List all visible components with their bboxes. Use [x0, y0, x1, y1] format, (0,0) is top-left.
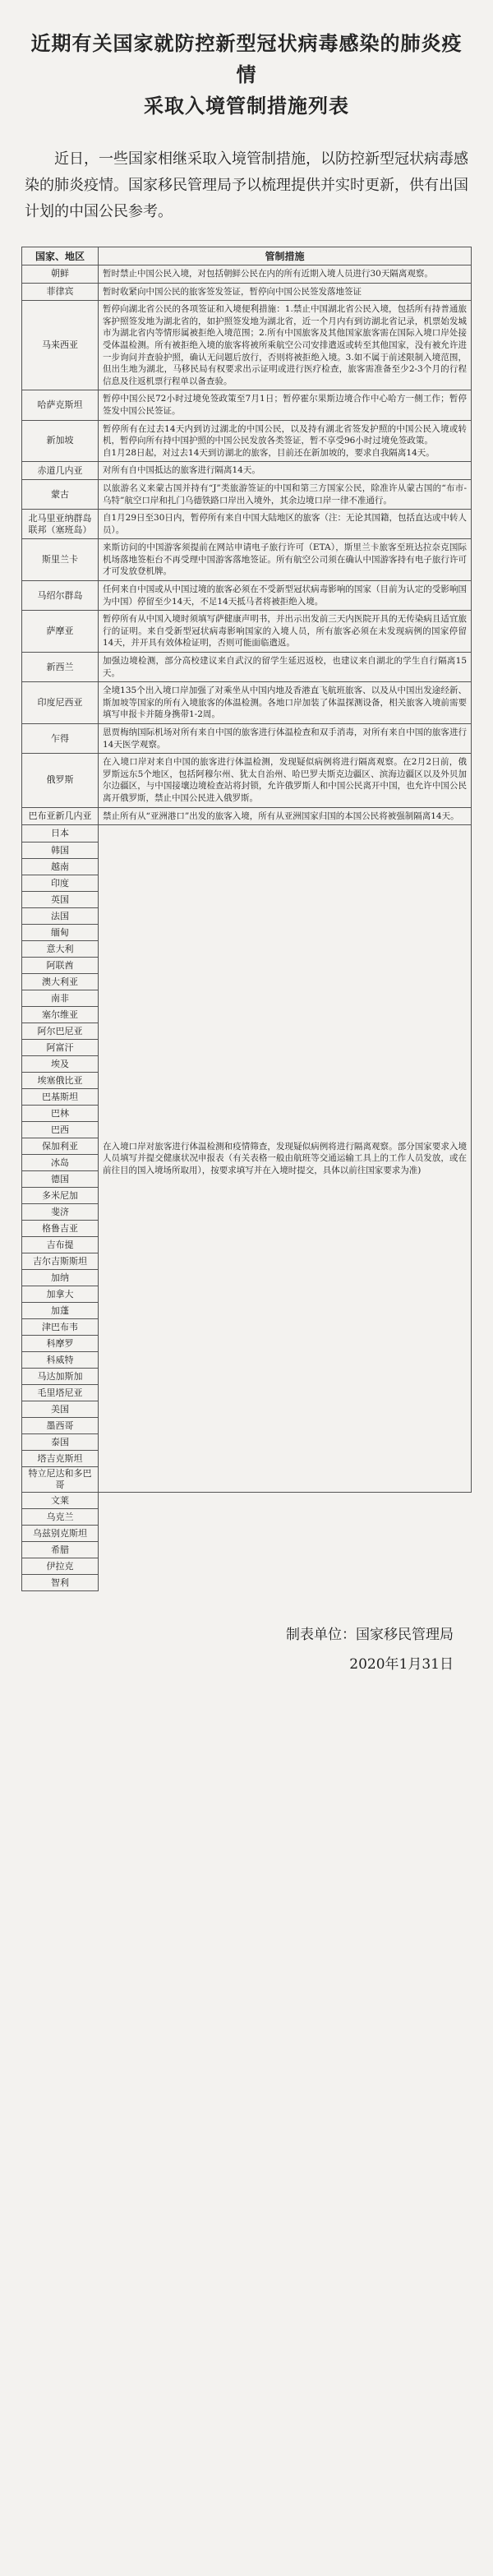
country-cell: 萨摩亚 — [22, 611, 99, 653]
measure-cell — [99, 510, 472, 539]
measure-text: 自1月28日起，对过去14天到访湖北的旅客，目前还在新加坡的，要求自我隔离14天。 — [103, 447, 435, 458]
country-cell: 德国 — [22, 1171, 99, 1188]
measure-cell — [99, 283, 472, 301]
country-cell: 毛里塔尼亚 — [22, 1385, 99, 1401]
country-cell: 乌克兰 — [22, 1509, 99, 1526]
country-cell: 法国 — [22, 908, 99, 925]
table-row — [22, 390, 472, 420]
country-cell: 美国 — [22, 1401, 99, 1418]
country-cell: 文莱 — [22, 1493, 99, 1509]
measure-text: 加强边境检测，部分高校建议来自武汉的留学生延迟返校，也建议来自湖北的学生自行隔离15天。 — [103, 656, 467, 678]
measure-cell — [99, 581, 472, 611]
country-cell: 哈萨克斯坦 — [22, 390, 99, 420]
country-cell: 阿富汗 — [22, 1040, 99, 1056]
country-cell: 阿尔巴尼亚 — [22, 1023, 99, 1040]
measure-cell — [99, 479, 472, 509]
table-row — [22, 611, 472, 653]
measure-text: 来斯访问的中国游客须提前在网站申请电子旅行许可（ETA），斯里兰卡旅客至班达拉奈克国际机场落地签柜台不再受理中国游客落地签证。所有航空公司须在确认中国游客持有电子旅行许可才可发放登机牌。 — [103, 542, 467, 577]
country-cell: 乍得 — [22, 724, 99, 754]
table-row — [22, 724, 472, 754]
measure-text: 暂停所有从中国入境时须填写萨健康声明书，并出示出发前三天内医院开具的无传染病且适宜旅行的证明。来自受新型冠状病毒影响国家的入境人员，所有旅客必须在未发现病例的国家停留14天，并开具有效体检证明，否则可能面临遣返。 — [103, 614, 467, 649]
country-cell: 印度 — [22, 875, 99, 892]
measure-text: 对所有自中国抵达的旅客进行隔离14天。 — [103, 465, 260, 476]
country-cell: 新加坡 — [22, 420, 99, 462]
intro-paragraph: 近日，一些国家相继采取入境管制措施，以防控新型冠状病毒感染的肺炎疫情。国家移民管理局予以梳理提供并实时更新，供有出国计划的中国公民参考。 — [25, 150, 468, 220]
country-cell: 英国 — [22, 892, 99, 908]
country-cell: 马绍尔群岛 — [22, 581, 99, 611]
table-row — [22, 1509, 472, 1526]
table-row — [22, 539, 472, 581]
measure-text: 在入境口岸对来自中国的旅客进行体温检测，发现疑似病例将进行隔离观察。在2月2日前，俄罗斯远东5个地区，包括阿穆尔州、犹太自治州、哈巴罗夫斯克边疆区、滨海边疆区以及外贝加尔边疆区，与中国接壤边境检查站将封锁，允许俄罗斯人和中国公民离开中国，也允许中国公民离开俄罗斯，禁止中国公民进入俄罗斯。 — [103, 757, 467, 803]
table-row — [22, 265, 472, 284]
measure-cell — [99, 754, 472, 807]
measure-text: 以旅游名义来蒙古国并持有“J”类旅游签证的中国和第三方国家公民，除准许从蒙古国的“布市-乌特”航空口岸和扎门乌德铁路口岸出入境外，其余边境口岸一律不准通行。 — [103, 482, 467, 506]
country-cell: 墨西哥 — [22, 1418, 99, 1434]
measure-text: 禁止所有从“亚洲港口”出发的旅客入境，所有从亚洲国家归国的本国公民将被强制隔离14天。 — [103, 810, 459, 821]
table-row — [22, 301, 472, 390]
measure-text: 暂时收紧向中国公民的旅客签发签证，暂停向中国公民签发落地签证 — [103, 286, 362, 297]
table-body — [22, 265, 472, 1591]
table-row — [22, 1493, 472, 1509]
country-cell: 斯里兰卡 — [22, 539, 99, 581]
issuer-label: 制表单位：国家移民管理局 — [286, 1627, 454, 1644]
country-cell: 加纳 — [22, 1270, 99, 1286]
country-cell: 格鲁吉亚 — [22, 1221, 99, 1237]
table-row — [22, 581, 472, 611]
country-cell: 菲律宾 — [22, 283, 99, 301]
header-country: 国家、地区 — [22, 247, 99, 265]
country-cell: 冰岛 — [22, 1155, 99, 1171]
measure-cell — [99, 390, 472, 420]
country-cell: 巴西 — [22, 1122, 99, 1138]
country-cell: 日本 — [22, 825, 99, 843]
measure-cell — [99, 825, 472, 1493]
country-cell: 阿联酋 — [22, 958, 99, 974]
country-cell: 科摩罗 — [22, 1336, 99, 1352]
country-cell: 缅甸 — [22, 925, 99, 941]
table-row — [22, 510, 472, 539]
country-cell: 新西兰 — [22, 653, 99, 682]
table-row — [22, 1542, 472, 1558]
measure-text: 任何来自中国或从中国过境的旅客必须在不受新型冠状病毒影响的国家（目前为认定的受影响国为中国）停留至少14天，不足14天抵马者将被拒绝入境。 — [103, 584, 467, 607]
entry-control-table — [21, 247, 472, 1591]
table-row — [22, 1558, 472, 1575]
country-cell: 智利 — [22, 1575, 99, 1591]
table-row — [22, 462, 472, 480]
country-cell: 吉尔吉斯斯坦 — [22, 1253, 99, 1270]
measure-text: 暂停中国公民72小时过境免签政策至7月1日；暂停霍尔果斯边境合作中心哈方一侧工作；暂停签发中国公民签证。 — [103, 394, 467, 416]
country-cell: 马达加斯加 — [22, 1369, 99, 1385]
table-row — [22, 479, 472, 509]
country-cell: 塞尔维亚 — [22, 1007, 99, 1023]
table-row — [22, 1526, 472, 1542]
country-cell: 朝鲜 — [22, 265, 99, 284]
country-cell: 泰国 — [22, 1434, 99, 1451]
measure-cell — [99, 611, 472, 653]
country-cell: 多米尼加 — [22, 1188, 99, 1204]
table-header-row — [22, 247, 472, 265]
table-row — [22, 1575, 472, 1591]
country-cell: 加蓬 — [22, 1303, 99, 1319]
title-line-1: 近期有关国家就防控新型冠状病毒感染的肺炎疫情 — [30, 32, 463, 86]
document-footer — [21, 1623, 472, 1677]
table-row — [22, 754, 472, 807]
measure-text: 暂停向湖北省公民的各项签证和入境便利措施：1.禁止中国湖北省公民入境，包括所有持普通旅客护照签发地为湖北省的，如护照签发地为湖北省，近一个月内有到访湖北省记录，机票始发城市为湖北省内等情形属被拒绝入境范围；2.所有中国旅客及其他国家旅客需在国际入境口岸处接受体温检测。所有被拒绝入境的旅客将被所乘航空公司安排遣返或转至其他国家，没有被允许进一步询问并查验护照，确认无问题后放行，否则将被拒绝入境。3.如不属于前述限制入境范围，但出生地为湖北，马移民局有权要求出示证明或进行医疗检查，旅客需准备至少2-3个月的行程信息及往返机票行程单以备查验。 — [103, 304, 467, 386]
measure-cell — [99, 301, 472, 390]
country-cell: 津巴布韦 — [22, 1319, 99, 1336]
title-line-2: 采取入境管制措施列表 — [144, 95, 349, 118]
country-cell: 特立尼达和多巴哥 — [22, 1467, 99, 1493]
table-row — [22, 825, 472, 843]
table-row — [22, 653, 472, 682]
measure-cell — [99, 420, 472, 462]
country-cell: 埃塞俄比亚 — [22, 1073, 99, 1089]
country-cell: 赤道几内亚 — [22, 462, 99, 480]
country-cell: 乌兹别克斯坦 — [22, 1526, 99, 1542]
country-cell: 希腊 — [22, 1542, 99, 1558]
measure-text: 全境135个出入境口岸加强了对乘坐从中国内地及香港直飞航班旅客、以及从中国出发途经新、斯加坡等国家的所有入境旅客的体温检测。各地口岸加装了体温探测设备，相关旅客入境前需要填写申报卡并随身携带1-2周。 — [103, 686, 467, 720]
country-cell: 巴基斯坦 — [22, 1089, 99, 1106]
country-cell: 意大利 — [22, 941, 99, 958]
country-cell: 北马里亚纳群岛联邦（塞班岛） — [22, 510, 99, 539]
country-cell: 塔吉克斯坦 — [22, 1451, 99, 1467]
document-title — [21, 28, 472, 122]
measure-cell — [99, 265, 472, 284]
table-row — [22, 283, 472, 301]
table-row — [22, 682, 472, 724]
measure-text: 自1月29日至30日内，暂停所有来自中国大陆地区的旅客（注：无论其国籍，包括直达或中转人员）。 — [103, 513, 467, 535]
measure-cell — [99, 653, 472, 682]
country-cell: 澳大利亚 — [22, 974, 99, 990]
country-cell: 埃及 — [22, 1056, 99, 1073]
measure-text: 在入境口岸对旅客进行体温检测和疫情筛查，发现疑似病例将进行隔离观察。部分国家要求入境人员填写并提交健康状况申报表（有关表格一般由航班等交通运输工具上的工作人员发放，或在前往目的国入境场所取用），按要求填写并在入境时提交，具体以前往国家要求为准) — [103, 1141, 467, 1175]
measure-text: 恩贾梅纳国际机场对所有来自中国的旅客进行体温检查和双手消毒，对所有来自中国的旅客进行14天医学观察。 — [103, 727, 467, 750]
country-cell: 马来西亚 — [22, 301, 99, 390]
measure-cell — [99, 462, 472, 480]
country-cell: 越南 — [22, 859, 99, 875]
measure-cell — [99, 682, 472, 724]
issue-date: 2020年1月31日 — [349, 1656, 454, 1673]
country-cell: 俄罗斯 — [22, 754, 99, 807]
table-row — [22, 420, 472, 462]
header-measures: 管制措施 — [99, 247, 472, 265]
country-cell: 斐济 — [22, 1204, 99, 1221]
country-cell: 伊拉克 — [22, 1558, 99, 1575]
country-cell: 保加利亚 — [22, 1138, 99, 1155]
country-cell: 科威特 — [22, 1352, 99, 1369]
country-cell: 蒙古 — [22, 479, 99, 509]
country-cell: 巴布亚新几内亚 — [22, 807, 99, 825]
measure-text: 暂停所有在过去14天内到访过湖北的中国公民，以及持有湖北省签发护照的中国公民入境或转机，暂停向所有持中国护照的中国公民发放各类签证，暂不享受96小时过境免签政策。 — [103, 423, 467, 446]
country-cell: 吉布提 — [22, 1237, 99, 1253]
measure-cell — [99, 539, 472, 581]
country-cell: 巴林 — [22, 1106, 99, 1122]
measure-cell — [99, 807, 472, 825]
country-cell: 南非 — [22, 990, 99, 1007]
measure-cell — [99, 724, 472, 754]
measure-text: 暂时禁止中国公民入境，对包括朝鲜公民在内的所有近期入境人员进行30天隔离观察。 — [103, 269, 433, 279]
country-cell: 韩国 — [22, 843, 99, 859]
country-cell: 印度尼西亚 — [22, 682, 99, 724]
table-row — [22, 807, 472, 825]
country-cell: 加拿大 — [22, 1286, 99, 1303]
